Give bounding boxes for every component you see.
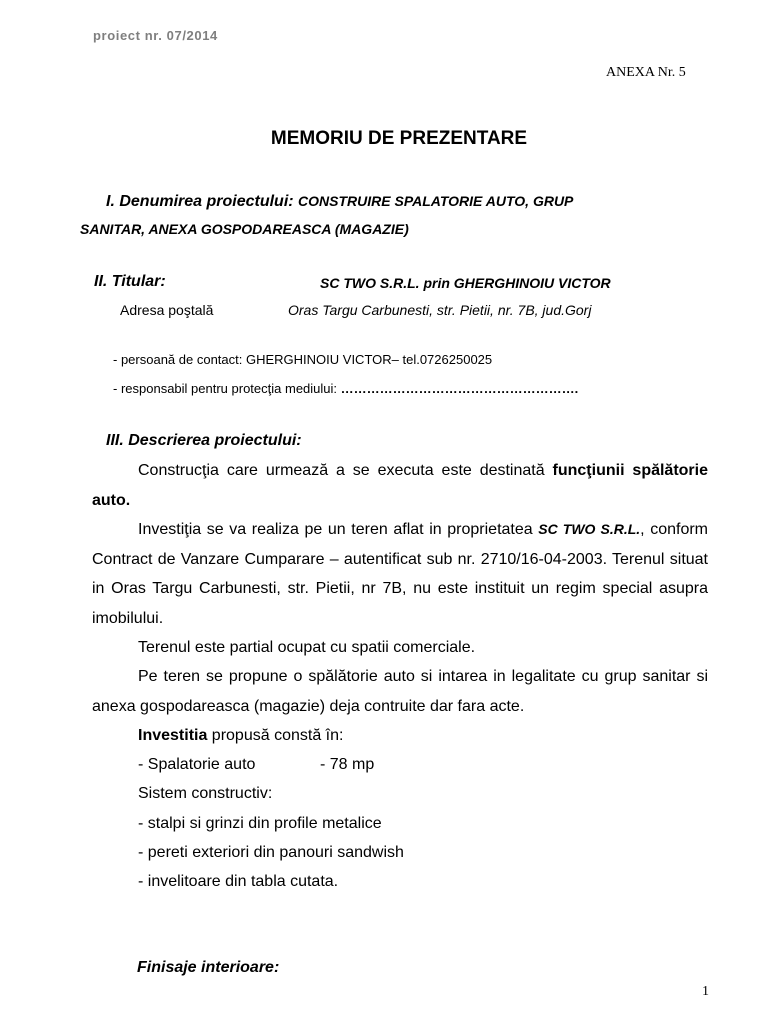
titular-value: SC TWO S.R.L. prin GHERGHINOIU VICTOR [320, 275, 611, 291]
paragraph-destination [92, 456, 708, 515]
investment-line [138, 727, 343, 745]
p2-company: SC TWO S.R.L. [538, 521, 641, 537]
section1-value-line1: CONSTRUIRE SPALATORIE AUTO, GRUP [298, 193, 574, 209]
responsible-value: ………………………………………………. [340, 381, 579, 396]
paragraph-investment [92, 515, 708, 633]
paragraph-proposal [92, 662, 708, 721]
p3-text: Terenul este partial ocupat cu spatii comerciale. [138, 639, 476, 656]
investment-text: propusă constă în: [207, 727, 344, 744]
responsible-label: - responsabil pentru protecţia mediului: [113, 381, 338, 396]
document-title: MEMORIU DE PREZENTARE [270, 128, 528, 149]
responsible-line [113, 381, 578, 396]
construction-system: Sistem constructiv: [138, 785, 273, 802]
section1-heading: I. Denumirea proiectului: [106, 193, 294, 210]
investment-bold: Investitia [138, 727, 208, 744]
project-number: proiect nr. 07/2014 [93, 28, 218, 43]
p1-text: Construcţia care urmează a se executa este destinată [138, 462, 553, 479]
contact-value: GHERGHINOIU VICTOR– tel.0726250025 [245, 352, 493, 367]
item-walls: - pereti exteriori din panouri sandwish [138, 844, 404, 861]
section1-line1 [106, 193, 573, 211]
item-roof: - invelitoare din tabla cutata. [138, 873, 339, 890]
item-car-wash-label: - Spalatorie auto [138, 756, 256, 773]
section2-heading: II. Titular: [94, 273, 166, 290]
item-car-wash-value: - 78 mp [320, 756, 375, 773]
paragraph-land [92, 633, 708, 663]
address-value: Oras Targu Carbunesti, str. Pietii, nr. 7B, jud.Gorj [288, 302, 592, 318]
section3-heading: III. Descrierea proiectului: [106, 432, 302, 449]
item-pillars: - stalpi si grinzi din profile metalice [138, 815, 382, 832]
annex-label: ANEXA Nr. 5 [606, 65, 686, 80]
section1-value-line2: SANITAR, ANEXA GOSPODAREASCA (MAGAZIE) [80, 221, 409, 237]
p1-bold: funcţiunii spălătorie auto. [92, 462, 709, 509]
page-number: 1 [702, 984, 709, 999]
p2-text-c: , conform Contract de Vanzare Cumparare – autentificat sub nr. 2710/16-04-2003. Terenul situat in Oras Targu Carbunesti, str. Pietii, nr 7B, nu este instituit un regim special asupra imobilului. [92, 521, 709, 627]
p4-text: Pe teren se propune o spălătorie auto si intarea in legalitate cu grup sanitar si anexa gospodareasca (magazie) deja contruite dar fara acte. [92, 668, 708, 715]
p2-text-a: Investiţia se va realiza pe un teren aflat in proprietatea [138, 521, 539, 538]
contact-line [113, 352, 492, 367]
contact-label: - persoană de contact: [113, 352, 243, 367]
address-label: Adresa poştală [120, 302, 214, 318]
finishes-heading: Finisaje interioare: [137, 959, 280, 976]
